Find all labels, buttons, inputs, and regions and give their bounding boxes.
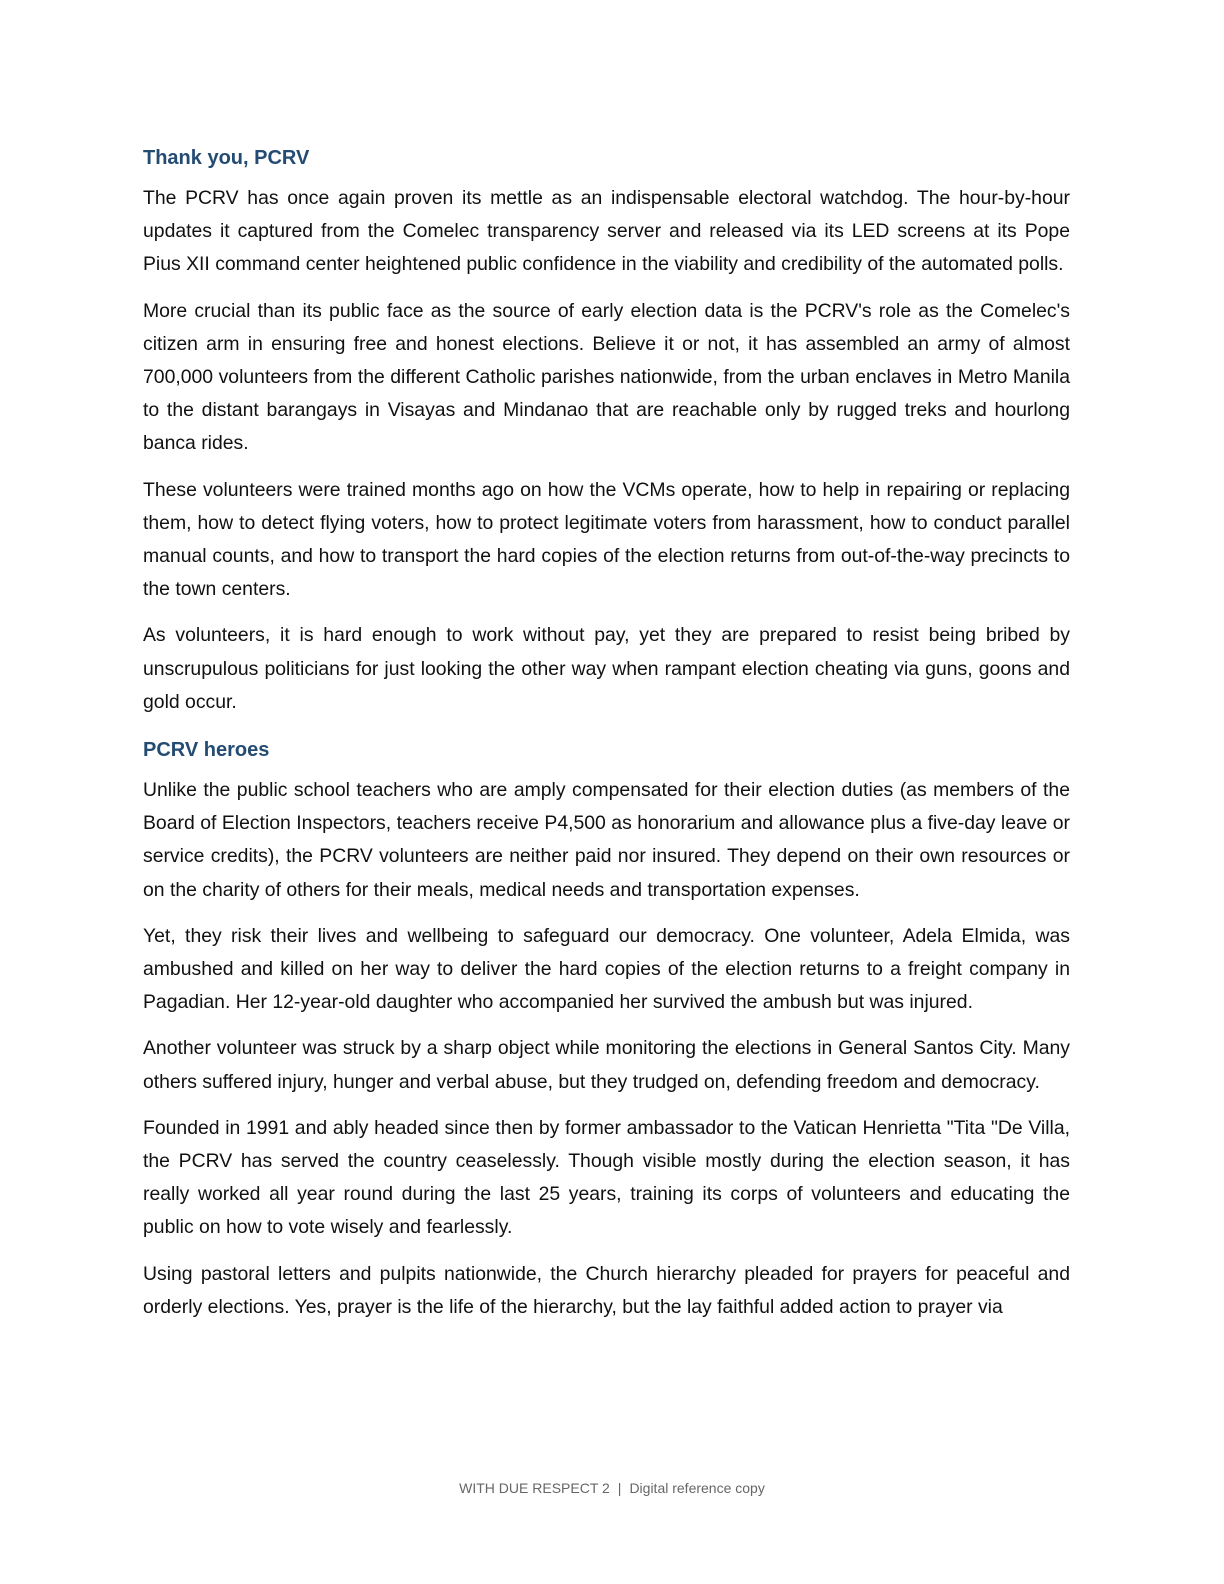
paragraph: More crucial than its public face as the source of early election data is the PCRV's role as the Comelec's citizen arm in ensuring free and honest elections. Believe it or not, it has assembled an army of almost 700,000 volunteers from the different Catholic parishes nationwide, from the urban enclaves in Metro Manila to the distant barangays in Visayas and Mindanao that are reachable only by rugged treks and hourlong banca rides. [143,299,1070,455]
paragraph: Another volunteer was struck by a sharp object while monitoring the elections in General Santos City. Many others suffered injury, hunger and verbal abuse, but they trudged on, defending freedom and democracy. [143,1037,1070,1093]
paragraph: Using pastoral letters and pulpits nationwide, the Church hierarchy pleaded for prayers for peaceful and orderly elections. Yes, prayer is the life of the hierarchy, but the lay faithful added action to prayer via [143,1262,1070,1318]
paragraph: The PCRV has once again proven its mettle as an indispensable electoral watchdog. The hour-by-hour updates it captured from the Comelec transparency server and released via its LED screens at its Pope Pius XII command center heightened public confidence in the viability and credibility of the automated polls. [143,187,1070,276]
page-footer [0,1478,1224,1498]
section-thank-you [143,140,1070,719]
document-page [143,140,1070,1337]
footer-title: WITH DUE RESPECT 2 [459,1480,610,1496]
section-heading: PCRV heroes [143,739,270,762]
section-pcrv-heroes [143,732,1070,1324]
footer-separator: | [617,1480,622,1496]
paragraph: These volunteers were trained months ago on how the VCMs operate, how to help in repairing or replacing them, how to detect flying voters, how to protect legitimate voters from harassment, how to conduct parallel manual counts, and how to transport the hard copies of the election returns from out-of-the-way precincts to the town centers. [143,478,1070,601]
paragraph: Yet, they risk their lives and wellbeing to safeguard our democracy. One volunteer, Adela Elmida, was ambushed and killed on her way to deliver the hard copies of the election returns to a freight company in Pagadian. Her 12-year-old daughter who accompanied her survived the ambush but was injured. [143,924,1070,1014]
paragraph: Founded in 1991 and ably headed since then by former ambassador to the Vatican Henrietta "Tita "De Villa, the PCRV has served the country ceaselessly. Though visible mostly during the election season, it has really worked all year round during the last 25 years, training its corps of volunteers and educating the public on how to vote wisely and fearlessly. [143,1116,1070,1239]
paragraph: As volunteers, it is hard enough to work without pay, yet they are prepared to resist being bribed by unscrupulous politicians for just looking the other way when rampant election cheating via guns, goons and gold occur. [143,624,1070,713]
footer-note: Digital reference copy [629,1480,765,1496]
section-heading: Thank you, PCRV [143,147,310,169]
paragraph: Unlike the public school teachers who are amply compensated for their election duties (as members of the Board of Election Inspectors, teachers receive P4,500 as honorarium and allowance plus a five-day leave or service credits), the PCRV volunteers are neither paid nor insured. They depend on their own resources or on the charity of others for their meals, medical needs and transportation expenses. [143,779,1070,901]
